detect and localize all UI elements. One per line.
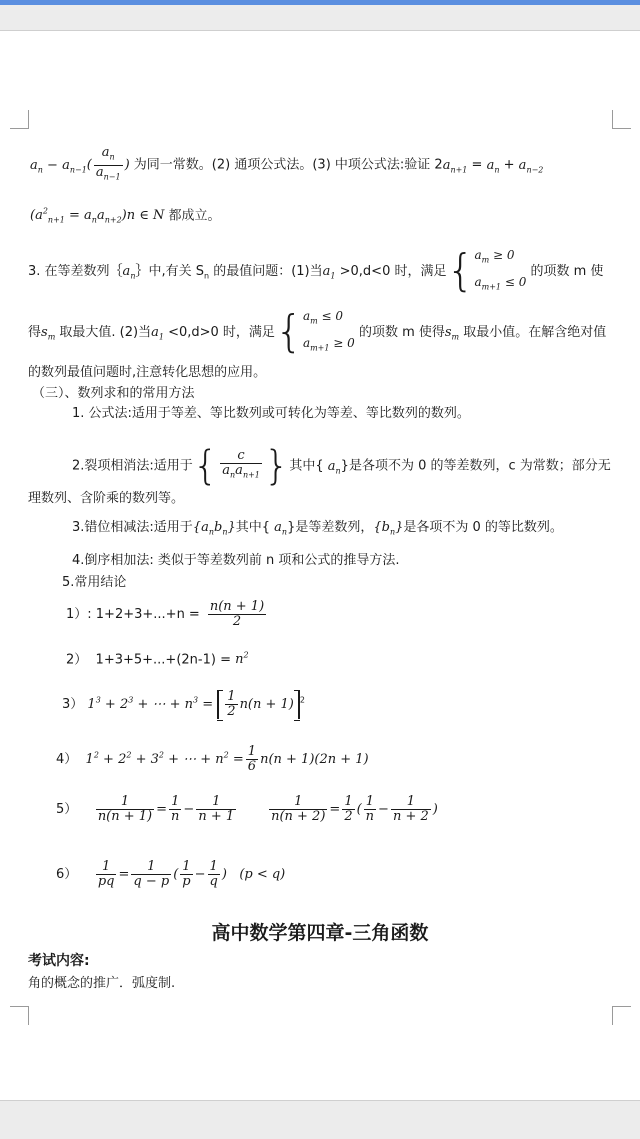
chapter-title: 高中数学第四章-三角函数	[211, 922, 429, 944]
formula-1: 1）: 1+2+3+...+n = $\frac{n(n + 1)}{2}$	[66, 599, 265, 629]
exam-content-label: 考试内容:	[28, 953, 90, 969]
line-constant-ratio: $a_n - a_{n-1}$( $\frac{a_n}{a_{n-1}}$ ) 为同一常数。(2) 通项公式法。(3) 中项公式法:验证 $2a_{n+1} = a_n + a_{n-2}$	[30, 145, 544, 182]
formula-5: 5） $\frac{1}{n(n + 1)}$ = $\frac{1}{n}$ − $\frac{1}{n + 1}$ $\frac{1}{n(n + 2)}$ = $\frac{1}{2}$ ( $\frac{1}{n}$ − $\frac{1}{n + 2}$ )	[56, 794, 438, 824]
formula-4: 4） $1^2 + 2^2 + 3^2$ + ⋯ + $n^2$ = $\frac{1}{6}$ n(n + 1)(2n + 1)	[56, 744, 369, 774]
line-middle-term: $(a^2_{n+1} = a_na_{n+2})n$ ∈ N 都成立。	[30, 207, 221, 225]
crop-mark-bottom-left	[10, 1006, 29, 1025]
formula-2: 2） $1+3+5+...+(2n-1) = n^2$	[66, 651, 249, 668]
section-summation-title: （三）、数列求和的常用方法	[32, 386, 195, 401]
formula-3: 3） $1^3 + 2^3$ + ⋯ + $n^3$ = $\frac{1}{2}$ n(n + 1) $^2$	[62, 689, 305, 719]
method-shift-subtract: 3.错位相减法:适用于$\{a_nb_n\}$其中{ $a_n$}是等差数列，$\{b_n\}$是各项不为 0 的等比数列。	[72, 520, 563, 537]
viewer-top-margin	[0, 5, 640, 31]
formula-6: 6） $\frac{1}{pq}$ = $\frac{1}{q - p}$ ( $\frac{1}{p}$ − $\frac{1}{q}$ ) (p < q)	[56, 859, 286, 889]
item3-line1: 3. 在等差数列$\{a_n\}$中,有关 $S_n$ 的最值问题：(1)当$a_1 >0,d<0$ 时，满足{ $a_m \ge 0$ $a_{m+1} \le 0$ 的项数 m 使	[28, 245, 604, 297]
crop-mark-top-right	[612, 110, 631, 129]
method-telescoping-cont: 理数列、含阶乘的数列等。	[28, 491, 185, 506]
exam-content-text: 角的概念的推广．弧度制.	[28, 976, 176, 991]
method-reverse-add: 4.倒序相加法: 类似于等差数列前 n 项和公式的推导方法.	[72, 553, 400, 568]
viewer-bottom-margin	[0, 1100, 640, 1139]
method-formula: 1. 公式法:适用于等差、等比数列或可转化为等差、等比数列的数列。	[72, 406, 470, 421]
crop-mark-bottom-right	[612, 1006, 631, 1025]
crop-mark-top-left	[10, 110, 29, 129]
item3-line3: 的数列最值问题时,注意转化思想的应用。	[28, 365, 267, 380]
item3-line2: 得$s_m$ 取最大值. (2)当$a_1 <0,d>0$ 时，满足{ $a_m \le 0$ $a_{m+1} \ge 0$ 的项数 m 使得$s_m$ 取最小值。在解含绝对值	[28, 306, 607, 358]
common-results-title: 5.常用结论	[62, 575, 127, 590]
method-telescoping: 2.裂项相消法:适用于{ $\frac{c}{a_na_{n+1}}$ }其中{ $a_n$}是各项不为 0 的等差数列，c 为常数；部分无	[72, 443, 611, 489]
